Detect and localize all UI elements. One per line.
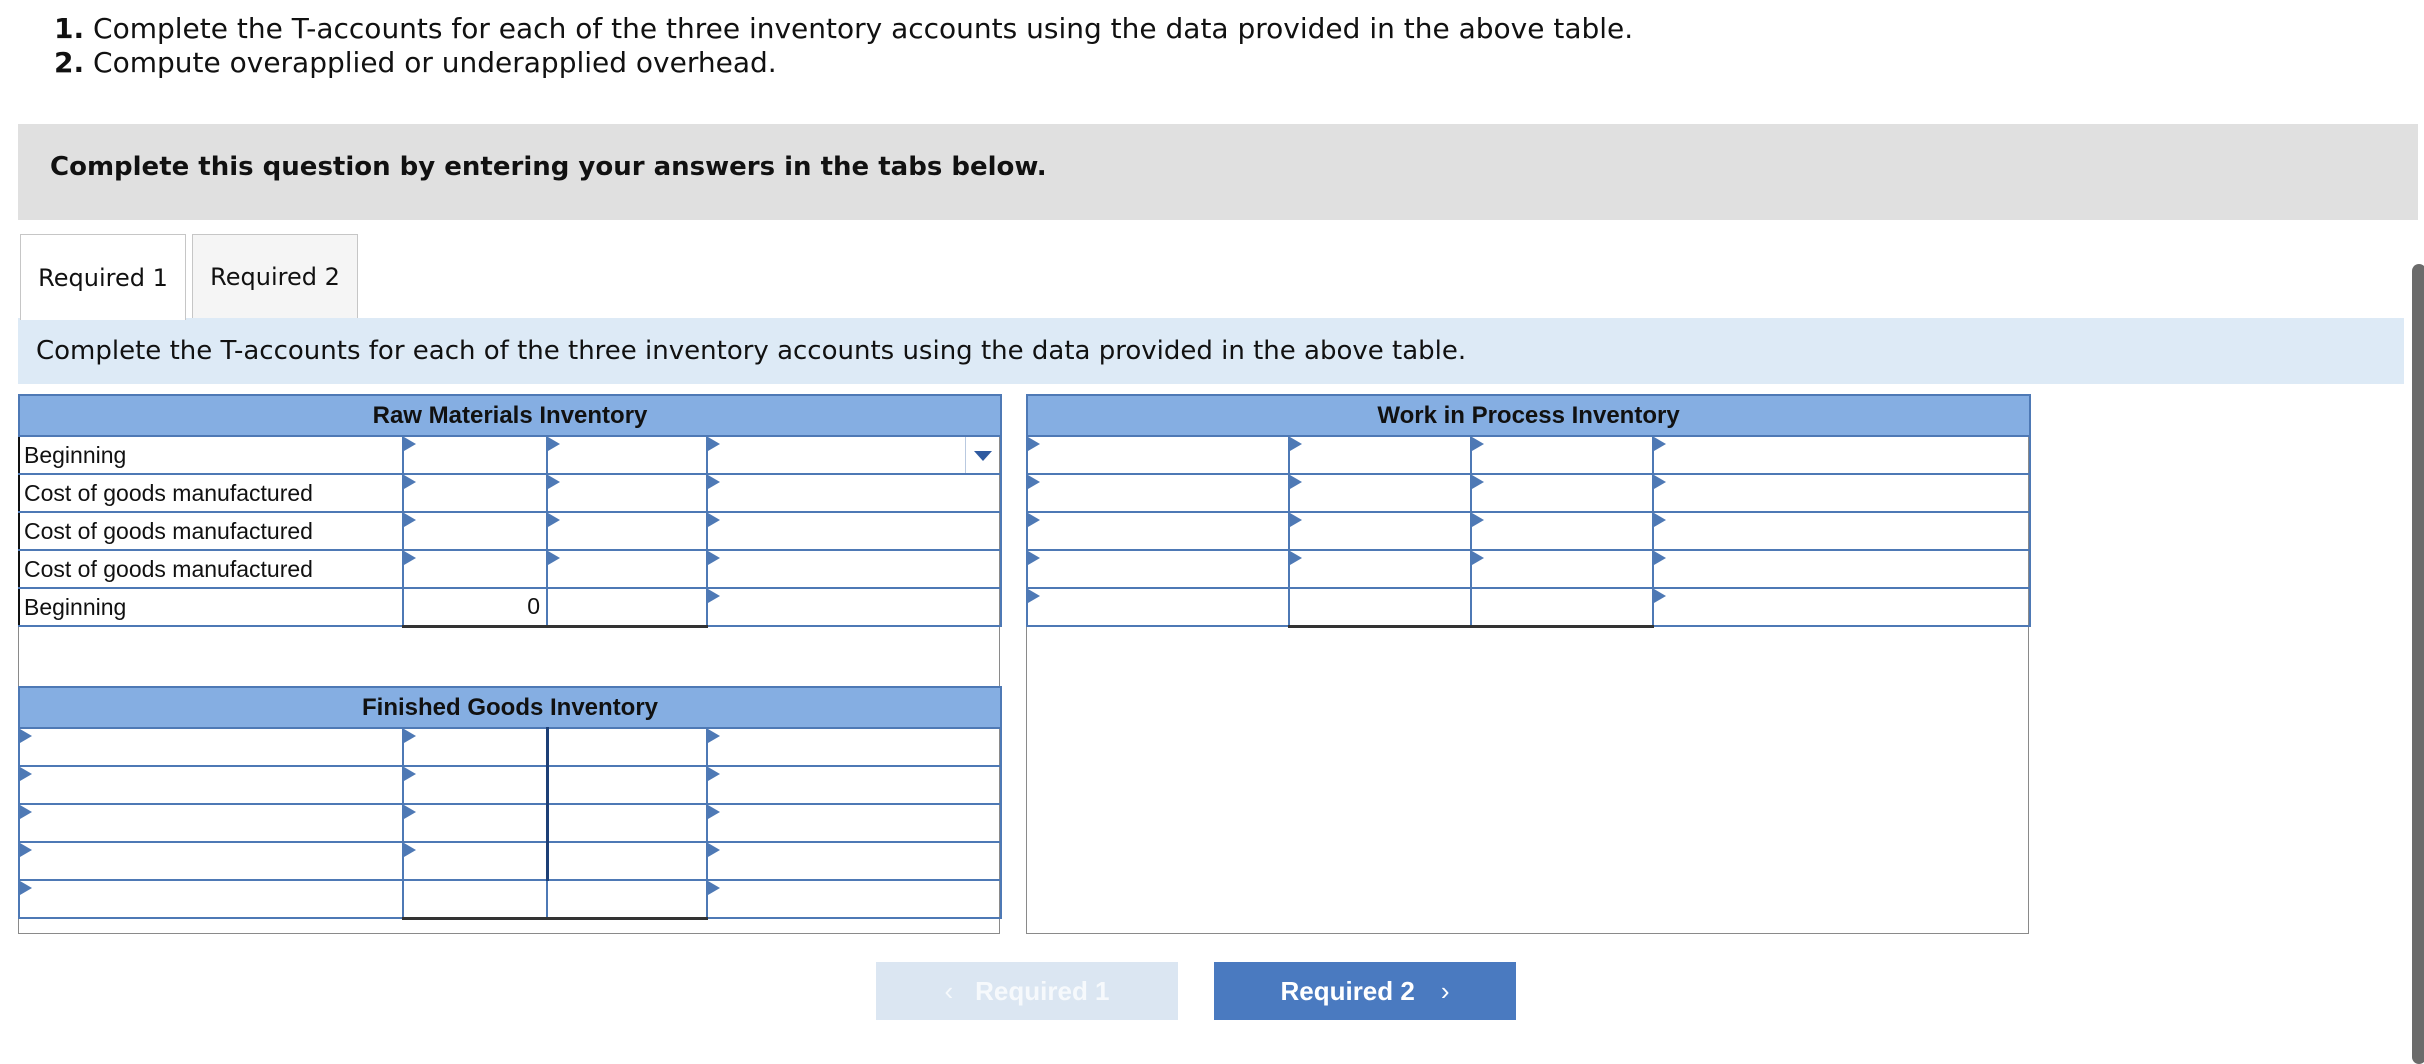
rm-total-account-input[interactable] <box>707 588 1001 626</box>
vertical-scrollbar[interactable] <box>2412 264 2424 1064</box>
wip-row-1-account-input[interactable] <box>1653 436 2030 474</box>
rm-row-1-account-select[interactable] <box>707 436 1001 474</box>
work-in-process-title: Work in Process Inventory <box>1027 395 2030 436</box>
wip-row-4-label-input[interactable] <box>1027 550 1289 588</box>
rm-total-value: 0 <box>403 588 547 626</box>
fg-row-1-debit-input[interactable] <box>403 728 547 766</box>
wip-row-1-debit-input[interactable] <box>1289 436 1471 474</box>
fg-row-4-label-input[interactable] <box>19 842 403 880</box>
rm-row-1-credit-input[interactable] <box>547 436 707 474</box>
wip-total-label-input[interactable] <box>1027 588 1289 626</box>
wip-row-2-account-input[interactable] <box>1653 474 2030 512</box>
wip-row-1-credit-input[interactable] <box>1471 436 1653 474</box>
banner-text: Complete this question by entering your answers in the tabs below. <box>50 152 1047 182</box>
fg-row-1-credit-input[interactable] <box>547 728 707 766</box>
wip-row-3-debit-input[interactable] <box>1289 512 1471 550</box>
rm-row-4-debit-input[interactable] <box>403 550 547 588</box>
rm-row-4-label[interactable]: Cost of goods manufactured <box>19 550 403 588</box>
raw-materials-title: Raw Materials Inventory <box>19 395 1001 436</box>
wip-total-account-input[interactable] <box>1653 588 2030 626</box>
fg-total-account-input[interactable] <box>707 880 1001 918</box>
fg-total-debit <box>403 880 547 918</box>
rm-row-4-account-input[interactable] <box>707 550 1001 588</box>
fg-row-2-debit-input[interactable] <box>403 766 547 804</box>
fg-row-3-debit-input[interactable] <box>403 804 547 842</box>
wip-row-4-debit-input[interactable] <box>1289 550 1471 588</box>
rm-row-3-debit-input[interactable] <box>403 512 547 550</box>
fg-row-4-account-input[interactable] <box>707 842 1001 880</box>
prev-required-1-button[interactable]: ‹ Required 1 <box>876 962 1178 1020</box>
fg-row-1-label-input[interactable] <box>19 728 403 766</box>
rm-row-1-debit-input[interactable] <box>403 436 547 474</box>
rm-row-3-account-input[interactable] <box>707 512 1001 550</box>
wip-row-4-credit-input[interactable] <box>1471 550 1653 588</box>
instruction-item-1: 1. Complete the T-accounts for each of the three inventory accounts using the data provided in the above table. <box>54 12 1634 45</box>
wip-row-4-account-input[interactable] <box>1653 550 2030 588</box>
work-in-process-t-account <box>1026 394 2031 628</box>
fg-row-3-account-input[interactable] <box>707 804 1001 842</box>
instruction-item-2: 2. Compute overapplied or underapplied overhead. <box>54 46 777 79</box>
question-banner <box>18 124 2418 220</box>
fg-row-3-label-input[interactable] <box>19 804 403 842</box>
wip-row-2-debit-input[interactable] <box>1289 474 1471 512</box>
chevron-down-icon <box>974 451 992 461</box>
chevron-right-icon: › <box>1440 975 1450 1006</box>
dropdown-button[interactable] <box>965 437 1000 473</box>
rm-row-4-credit-input[interactable] <box>547 550 707 588</box>
next-required-2-button[interactable]: Required 2 › <box>1214 962 1516 1020</box>
tab-required-2[interactable]: Required 2 <box>192 234 358 318</box>
rm-row-2-account-input[interactable] <box>707 474 1001 512</box>
fg-row-3-credit-input[interactable] <box>547 804 707 842</box>
instructions <box>54 12 1633 80</box>
rm-row-3-credit-input[interactable] <box>547 512 707 550</box>
fg-row-2-credit-input[interactable] <box>547 766 707 804</box>
wip-total-debit <box>1289 588 1471 626</box>
raw-materials-t-account <box>18 394 1002 628</box>
rm-row-2-label[interactable]: Cost of goods manufactured <box>19 474 403 512</box>
wip-row-3-account-input[interactable] <box>1653 512 2030 550</box>
rm-row-2-credit-input[interactable] <box>547 474 707 512</box>
fg-row-2-account-input[interactable] <box>707 766 1001 804</box>
finished-goods-t-account <box>18 686 1002 920</box>
fg-total-credit <box>547 880 707 918</box>
tab-required-1[interactable]: Required 1 <box>20 234 186 320</box>
fg-row-4-credit-input[interactable] <box>547 842 707 880</box>
wip-row-3-credit-input[interactable] <box>1471 512 1653 550</box>
wip-total-credit <box>1471 588 1653 626</box>
wip-row-1-label-input[interactable] <box>1027 436 1289 474</box>
wip-row-2-credit-input[interactable] <box>1471 474 1653 512</box>
wip-row-2-label-input[interactable] <box>1027 474 1289 512</box>
rm-total-label[interactable]: Beginning <box>19 588 403 626</box>
tab-instruction: Complete the T-accounts for each of the three inventory accounts using the data provided in the above table. <box>18 318 2404 384</box>
fg-row-4-debit-input[interactable] <box>403 842 547 880</box>
fg-row-2-label-input[interactable] <box>19 766 403 804</box>
rm-row-2-debit-input[interactable] <box>403 474 547 512</box>
fg-total-label-input[interactable] <box>19 880 403 918</box>
wip-row-3-label-input[interactable] <box>1027 512 1289 550</box>
rm-total-empty <box>547 588 707 626</box>
finished-goods-title: Finished Goods Inventory <box>19 687 1001 728</box>
chevron-left-icon: ‹ <box>944 975 954 1006</box>
rm-row-1-label[interactable]: Beginning <box>19 436 403 474</box>
rm-row-3-label[interactable]: Cost of goods manufactured <box>19 512 403 550</box>
fg-row-1-account-input[interactable] <box>707 728 1001 766</box>
